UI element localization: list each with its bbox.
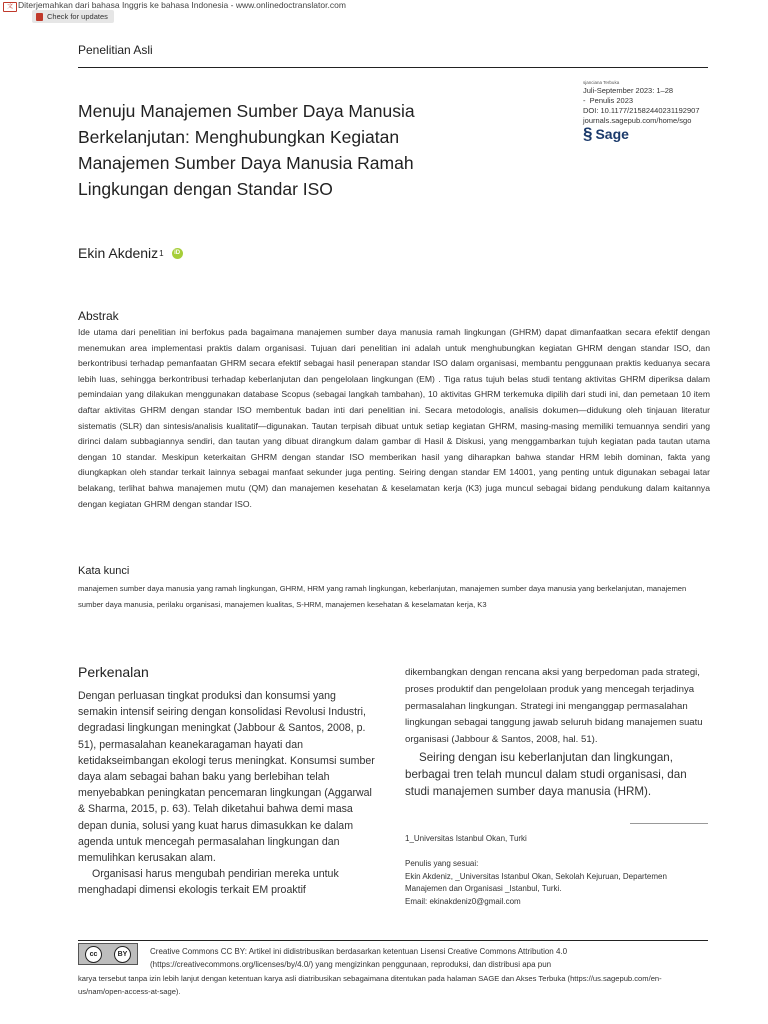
sage-wordmark: Sage	[595, 126, 629, 142]
affiliation-footnote: 1_Universitas Istanbul Okan, Turki	[405, 834, 527, 843]
journal-name: sjanciana Terbuka	[583, 80, 620, 85]
sage-s-icon: §	[583, 124, 593, 143]
corr-heading: Penulis yang sesuai:	[405, 859, 479, 868]
title-line: Berkelanjutan: Menghubungkan Kegiatan	[78, 127, 400, 147]
license-divider	[78, 940, 708, 941]
doi[interactable]: DOI: 10.1177/21582440231192907	[583, 106, 700, 115]
check-for-updates-button[interactable]	[32, 10, 114, 23]
cc-icon: cc	[85, 946, 102, 963]
paragraph: Organisasi harus mengubah pendirian mereka untuk menghadapi dimensi ekologis terkait EM proaktif	[78, 868, 339, 897]
copyright-text: Penulis 2023	[589, 96, 634, 105]
article-type: Penelitian Asli	[78, 43, 153, 57]
journal-meta	[583, 80, 713, 143]
by-person-icon: BY	[114, 946, 131, 963]
corr-text: Ekin Akdeniz, _Universitas Istanbul Okan, Sekolah Kejuruan, Departemen Manajemen dan Organisasi _Istanbul, Turki.	[405, 871, 667, 893]
title-line: Manajemen Sumber Daya Manusia Ramah	[78, 153, 414, 173]
intro-column-right	[405, 665, 705, 800]
abstract-text: Ide utama dari penelitian ini berfokus pada bagaimana manajemen sumber daya manusia ramah lingkungan (GHRM) dapat dimanfaatkan secara efektif dengan menemukan area implementasi praktis dalam organisasi. Tujuan dari penelitian ini adalah untuk menghubungkan kegiatan GHRM dengan standar ISO, dan berkontribusi terhadap pemanfaatan GHRM secara efektif sebagai hasil penerapan standar ISO dalam organisasi, membantu penggunaan praktis keduanya secara lebih luas, sehingga berkontribusi terhadap keberlanjutan dan pengelolaan lingkungan (EM) . Tiga ratus tujuh belas studi tentang aktivitas GHRM diperiksa dalam pemindaian yang dilakukan menggunakan database Scopus (sebagai langkah tambahan), 10 aktivitas GHRM terkemuka dipilih dari studi ini, dan pemetaan 10 item daftar aktivitas GHRM dengan standar ISO membentuk badan inti dari penelitian ini. Secara metodologis, analisis dokumen—didukung oleh tinjauan literatur sistematis (SLR) dan sintesis/analisis kualitatif—digunakan. Tautan terpisah dibuat untuk setiap kegiatan GHRM, masing-masing memiliki temuannya sendiri yang dirinci dalam subbagiannya sendiri, dan tautan yang dibuat dirangkum dalam gambar di Hasil & Diskusi, yang menggambarkan tujuh kegiatan pada tautan utama dengan 10 standar. Meskipun keterkaitan GHRM dengan standar ISO memberikan hasil yang diharapkan bahwa standar HRM lebih dominan, fakta yang diungkapkan oleh standar terkait lainnya sebagai manfaat sekunder juga penting. Seiring dengan standar EM 14001, yang penting untuk digunakan sebagai latar belakang, terlihat bahwa manajemen mutu (QM) dan manajemen kesehatan & keselamatan kerja (K3) juga muncul sebagai bidang pendukung dalam kaitannya dengan kegiatan GHRM dengan standar ISO.	[78, 327, 710, 509]
sage-logo	[583, 124, 713, 143]
issue-date: Juli-September 2023: 1–28	[583, 86, 674, 95]
keywords-text: manajemen sumber daya manusia yang ramah lingkungan, GHRM, HRM yang ramah lingkungan, keberlanjutan, manajemen sumber daya manusia yang berkelanjutan, manajemen sumber daya manusia, perilaku organisasi, manajemen kualitas, S-HRM, manajemen kesehatan & keselamatan kerja, K3	[78, 584, 687, 609]
translator-link[interactable]: Diterjemahkan dari bahasa Inggris ke bahasa Indonesia - www.onlinedoctranslator.com	[18, 0, 346, 10]
author-line	[78, 245, 183, 261]
intro-column-left	[78, 688, 378, 899]
paragraph: Seiring dengan isu keberlanjutan dan lingkungan, berbagai tren telah muncul dalam studi organisasi, dan studi manajemen sumber daya manusia (HRM).	[405, 750, 687, 798]
check-for-updates-label: Check for updates	[47, 12, 108, 21]
keywords-heading: Kata kunci	[78, 565, 130, 577]
paragraph: dikembangkan dengan rencana aksi yang berpedoman pada strategi, proses produktif dan pengelolaan produk yang mencegah terjadinya permasalahan lingkungan. Strategi ini menganggap permasalahan lingkungan sebagai tanggung jawab seluruh bidang manajemen suatu organisasi (Jabbour & Santos, 2008, hal. 51).	[405, 667, 703, 746]
bookmark-icon	[36, 13, 43, 21]
corr-email[interactable]: Email: ekinakdeniz0@gmail.com	[405, 896, 521, 906]
orcid-icon[interactable]: iD	[172, 248, 183, 259]
license-text: Creative Commons CC BY: Artikel ini didistribusikan berdasarkan ketentuan Lisensi Creative Commons Attribution 4.0 (https://creativecommons.org/licenses/by/4.0/) yang mengizinkan penggunaan, reproduksi, dan distribusi apa pun	[150, 947, 568, 969]
article-title	[78, 98, 548, 202]
footnote-divider	[630, 823, 708, 824]
journal-url[interactable]: journals.sagepub.com/home/sgo	[583, 116, 692, 125]
translator-bar	[0, 0, 768, 26]
paragraph: Dengan perluasan tingkat produksi dan konsumsi yang semakin intensif seiring dengan konsolidasi Revolusi Industri, degradasi lingkungan meningkat (Jabbour & Santos, 2008, p. 51), permasalahan keanekaragaman hayati dan ketidakseimbangan ekologi terus meningkat. Konsumsi sumber daya alam sebagai bahan baku yang berlebihan telah menyebabkan peningkatan pencemaran lingkungan (Aggarwal & Sharma, 2015, p. 63). Telah diketahui bahwa demi masa depan dunia, solusi yang kuat harus dimasukkan ke dalam agenda untuk mencegah permasalahan lingkungan dan memulihkan kerusakan alam.	[78, 690, 375, 865]
corresponding-author	[405, 858, 705, 908]
abstract-heading: Abstrak	[78, 309, 119, 323]
author-affiliation-marker: 1	[159, 248, 164, 258]
cc-by-badge[interactable]	[78, 943, 138, 965]
introduction-heading: Perkenalan	[78, 664, 149, 680]
title-line: Menuju Manajemen Sumber Daya Manusia	[78, 101, 415, 121]
author-name: Ekin Akdeniz	[78, 245, 159, 261]
license-text-continued: karya tersebut tanpa izin lebih lanjut dengan ketentuan karya asli diatribusikan sebagaimana ditentukan pada halaman SAGE dan Akses Terbuka (https://us.sagepub.com/en-us/nam/open-access-at-sage).	[78, 974, 662, 996]
translate-icon: 文	[3, 2, 17, 12]
copyright: - Penulis 2023	[583, 96, 634, 105]
header-divider	[78, 67, 708, 68]
title-line: Lingkungan dengan Standar ISO	[78, 179, 333, 199]
